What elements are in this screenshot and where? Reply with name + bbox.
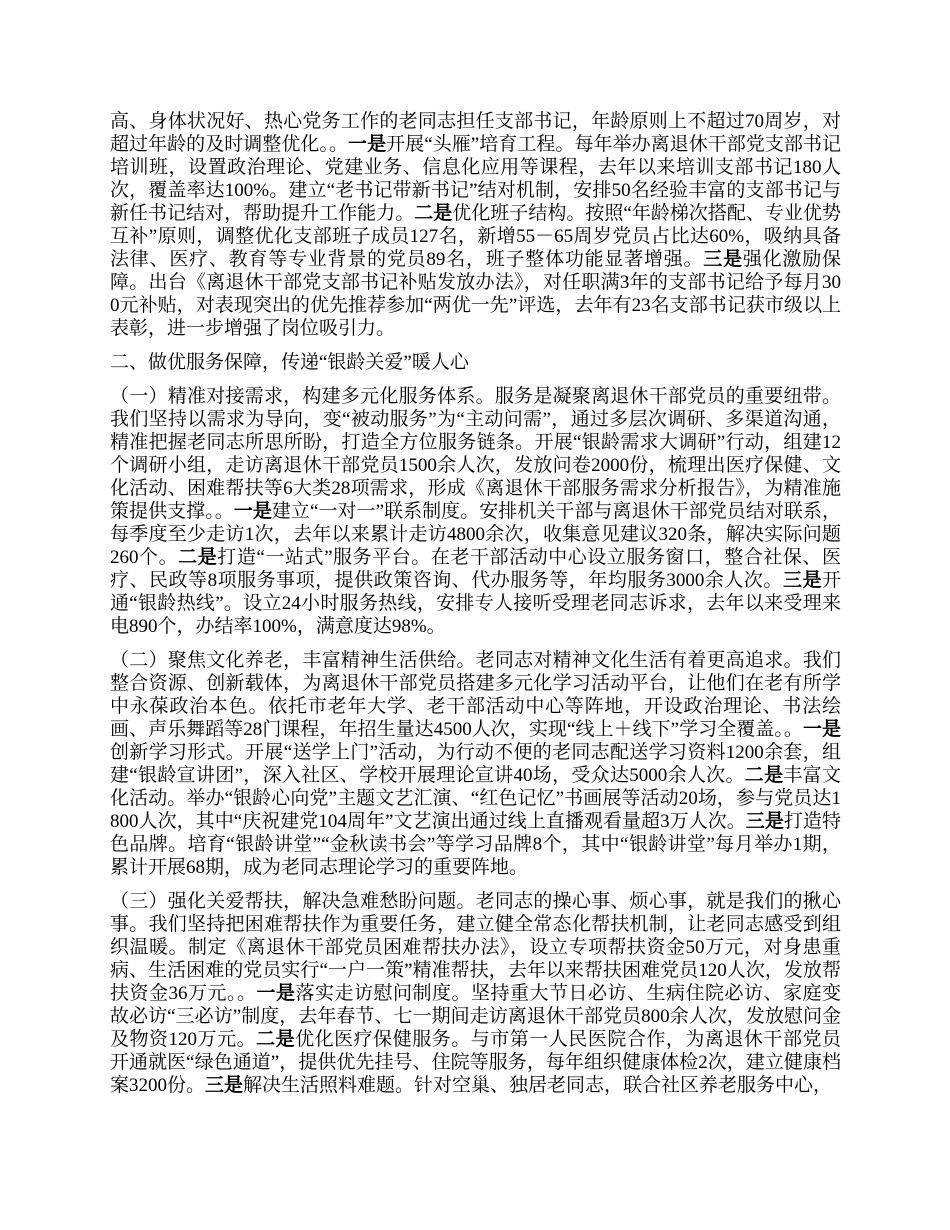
emphasis-text: 三是 xyxy=(745,811,784,832)
body-text: 优化班子结构。按照“年龄梯次搭配、专业优势互补”原则，调整优化支部班子成员127名，新增55－65周岁党员占比达60%，吸纳具备法律、医疗、教育等专业背景的党员89名，班子整体功能显著增强。 xyxy=(110,203,841,270)
section-heading xyxy=(110,351,841,374)
emphasis-text: 二是 xyxy=(744,765,784,786)
paragraph xyxy=(110,385,841,638)
emphasis-text: 一是 xyxy=(802,719,841,740)
emphasis-text: 一是 xyxy=(256,983,296,1004)
paragraph xyxy=(110,110,841,340)
body-text: 二、做优服务保障，传递“银龄关爱”暖人心 xyxy=(110,352,469,373)
body-text: 打造特色品牌。培育“银龄讲堂”“金秋读书会”等学习品牌8个，其中“银龄讲堂”每月举办1期，累计开展68期，成为老同志理论学习的重要阵地。 xyxy=(110,811,841,878)
paragraph xyxy=(110,890,841,1097)
document-body xyxy=(110,110,841,1097)
body-text: 落实走访慰问制度。坚持重大节日必访、生病住院必访、家庭变故必访“三必访”制度，去年春节、七一期间走访离退休干部党员800余人次，发放慰问金及物资120万元。 xyxy=(110,983,841,1050)
body-text: 高、身体状况好、热心党务工作的老同志担任支部书记，年龄原则上不超过70周岁，对超过年龄的及时调整优化。。 xyxy=(110,111,841,155)
body-text: 开通“银龄热线”。设立24小时服务热线，安排专人接听受理老同志诉求，去年以来受理来电890个，办结率100%，满意度达98%。 xyxy=(110,570,841,637)
body-text: 建立“一对一”联系制度。安排机关干部与离退休干部党员结对联系，每季度至少走访1次，去年以来累计走访4800余次，收集意见建议320条，解决实际问题260个。 xyxy=(110,501,841,568)
emphasis-text: 二是 xyxy=(256,1029,296,1050)
emphasis-text: 一是 xyxy=(233,501,272,522)
body-text: （二）聚焦文化养老，丰富精神生活供给。老同志对精神文化生活有着更高追求。我们整合资源、创新载体，为离退休干部党员搭建多元化学习活动平台，让他们在老有所学中永葆政治本色。依托市老年大学、老干部活动中心等阵地，开设政治理论、书法绘画、声乐舞蹈等28门课程，年招生量达4500人次，实现“线上＋线下”学习全覆盖。。 xyxy=(110,650,841,740)
body-text: 开展“头雁”培育工程。每年举办离退休干部党支部书记培训班，设置政治理论、党建业务、信息化应用等课程，去年以来培训支部书记180人次，覆盖率达100%。建立“老书记带新书记”结对机制，安排50名经验丰富的支部书记与新任书记结对，帮助提升工作能力。 xyxy=(110,134,841,224)
body-text: 丰富文化活动。举办“银龄心向党”主题文艺汇演、“红色记忆”书画展等活动20场，参与党员达1800人次，其中“庆祝建党104周年”文艺演出通过线上直播观看量超3万人次。 xyxy=(110,765,841,832)
emphasis-text: 二是 xyxy=(414,203,453,224)
body-text: 强化激励保障。出台《离退休干部党支部书记补贴发放办法》，对任职满3年的支部书记给予每月300元补贴，对表现突出的优先推荐参加“两优一先”评选，去年有23名支部书记获市级以上表彰，进一步增强了岗位吸引力。 xyxy=(110,249,841,339)
emphasis-text: 三是 xyxy=(703,249,743,270)
body-text: 创新学习形式。开展“送学上门”活动，为行动不便的老同志配送学习资料1200余套，组建“银龄宣讲团”，深入社区、学校开展理论宣讲40场，受众达5000余人次。 xyxy=(110,742,841,786)
body-text: 优化医疗保健服务。与市第一人民医院合作，为离退休干部党员开通就医“绿色通道”，提供优先挂号、住院等服务，每年组织健康体检2次，建立健康档案3200份。 xyxy=(110,1029,841,1096)
emphasis-text: 三是 xyxy=(205,1075,244,1096)
body-text: （一）精准对接需求，构建多元化服务体系。服务是凝聚离退休干部党员的重要纽带。我们坚持以需求为导向，变“被动服务”为“主动问需”，通过多层次调研、多渠道沟通，精准把握老同志所思所盼，打造全方位服务链条。开展“银龄需求大调研”行动，组建12个调研小组，走访离退休干部党员1500余人次，发放问卷2000份，梳理出医疗保健、文化活动、困难帮扶等6大类28项需求，形成《离退休干部服务需求分析报告》，为精准施策提供支撑。。 xyxy=(110,386,841,522)
paragraph xyxy=(110,649,841,879)
body-text: （三）强化关爱帮扶，解决急难愁盼问题。老同志的操心事、烦心事，就是我们的揪心事。我们坚持把困难帮扶作为重要任务，建立健全常态化帮扶机制，让老同志感受到组织温暖。制定《离退休干部党员困难帮扶办法》，设立专项帮扶资金50万元，对身患重病、生活困难的党员实行“一户一策”精准帮扶，去年以来帮扶困难党员120人次，发放帮扶资金36万元。。 xyxy=(110,891,841,1004)
body-text: 解决生活照料难题。针对空巢、独居老同志，联合社区养老服务中心， xyxy=(243,1075,833,1096)
emphasis-text: 二是 xyxy=(178,547,218,568)
body-text: 打造“一站式”服务平台。在老干部活动中心设立服务窗口，整合社保、医疗、民政等8项服务事项，提供政策咨询、代办服务等，年均服务3000余人次。 xyxy=(110,547,841,591)
emphasis-text: 一是 xyxy=(348,134,387,155)
emphasis-text: 三是 xyxy=(782,570,822,591)
